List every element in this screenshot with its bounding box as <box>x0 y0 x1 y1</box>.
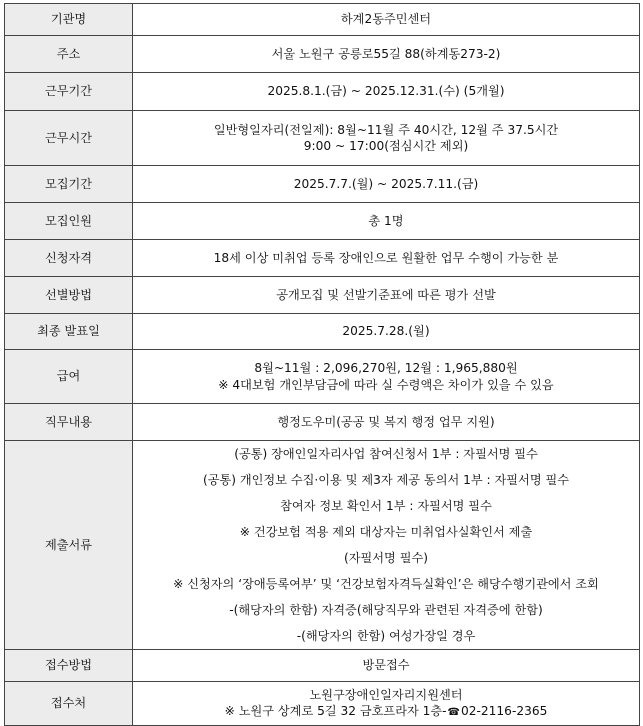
row-address <box>5 36 640 73</box>
row-work-hours <box>5 111 640 166</box>
value-work-hours <box>133 111 640 166</box>
row-work-period <box>5 73 640 111</box>
row-application-method <box>5 650 640 682</box>
document-line: (공통) 개인정보 수집·이용 및 제3자 제공 동의서 1부 : 자필서명 필수 <box>202 473 570 487</box>
value-work-period <box>133 73 640 111</box>
label-work-period: 근무기간 <box>5 73 133 111</box>
value-line: 8월~11월 : 2,096,270원, 12월 : 1,965,880원 <box>254 361 518 376</box>
value-line: 2025.7.28.(월) <box>342 324 430 339</box>
reception-address: ※ 노원구 상계로 5길 32 금호프라자 1층- <box>224 704 447 719</box>
label-recruit-period: 모집기간 <box>5 166 133 203</box>
document-line: -(해당자의 한함) 자격증(해당직무와 관련된 자격증에 한함) <box>229 603 543 617</box>
document-line: -(해당자의 한함) 여성가장일 경우 <box>296 629 476 643</box>
label-application-method: 접수방법 <box>5 650 133 682</box>
job-posting-table <box>4 3 640 726</box>
label-eligibility: 신청자격 <box>5 240 133 277</box>
label-job-description: 직무내용 <box>5 404 133 441</box>
label-reception: 접수처 <box>5 682 133 726</box>
row-documents <box>5 441 640 650</box>
row-announcement-date <box>5 314 640 350</box>
value-job-description <box>133 404 640 441</box>
value-recruit-count <box>133 203 640 240</box>
document-line: (자필서명 필수) <box>343 551 429 565</box>
info-table-container <box>4 3 640 726</box>
reception-address-line <box>135 703 637 720</box>
row-reception <box>5 682 640 726</box>
value-line: 일반형일자리(전일제): 8월~11월 주 40시간, 12월 주 37.5시간 <box>213 122 559 137</box>
value-reception <box>133 682 640 726</box>
row-organization <box>5 4 640 36</box>
value-announcement-date <box>133 314 640 350</box>
value-line: 총 1명 <box>368 213 404 228</box>
value-line: 공개모집 및 선발기준표에 따른 평가 선발 <box>276 287 496 302</box>
value-line: ※ 4대보험 개인부담금에 따라 실 수령액은 차이가 있을 수 있음 <box>218 377 554 392</box>
value-line: 행정도우미(공공 및 복지 행정 업무 지원) <box>277 414 495 429</box>
value-line: 방문접수 <box>362 658 410 673</box>
label-selection-method: 선별방법 <box>5 277 133 314</box>
row-job-description <box>5 404 640 441</box>
value-line: 하계2동주민센터 <box>340 12 432 27</box>
value-address <box>133 36 640 73</box>
value-line: 18세 이상 미취업 등록 장애인으로 원활한 업무 수행이 가능한 분 <box>213 250 559 265</box>
document-line: (공통) 장애인일자리사업 참여신청서 1부 : 자필서명 필수 <box>234 447 538 461</box>
label-address: 주소 <box>5 36 133 73</box>
value-salary <box>133 350 640 404</box>
label-salary: 급여 <box>5 350 133 404</box>
row-eligibility <box>5 240 640 277</box>
document-line: ※ 건강보험 적용 제외 대상자는 미취업사실확인서 제출 <box>239 525 533 539</box>
row-recruit-period <box>5 166 640 203</box>
value-selection-method <box>133 277 640 314</box>
label-announcement-date: 최종 발표일 <box>5 314 133 350</box>
phone-icon: ☎ <box>447 707 461 719</box>
value-line: 2025.8.1.(금) ~ 2025.12.31.(수) (5개월) <box>267 84 505 99</box>
row-salary <box>5 350 640 404</box>
document-line: ※ 신청자의 ‘장애등록여부’ 및 ‘건강보험자격득실확인’은 해당수행기관에서 조회 <box>173 577 599 591</box>
value-organization <box>133 4 640 36</box>
value-application-method <box>133 650 640 682</box>
reception-phone: 02-2116-2365 <box>461 704 548 719</box>
document-line: 참여자 정보 확인서 1부 : 자필서명 필수 <box>280 499 492 513</box>
row-selection-method <box>5 277 640 314</box>
label-documents: 제출서류 <box>5 441 133 650</box>
value-line: 9:00 ~ 17:00(점심시간 제외) <box>303 139 469 153</box>
label-work-hours: 근무시간 <box>5 111 133 166</box>
row-recruit-count <box>5 203 640 240</box>
value-eligibility <box>133 240 640 277</box>
reception-center-name: 노원구장애인일자리지원센터 <box>309 688 463 703</box>
value-recruit-period <box>133 166 640 203</box>
label-organization: 기관명 <box>5 4 133 36</box>
value-documents <box>133 441 640 650</box>
value-line: 서울 노원구 공릉로55길 88(하계동273-2) <box>271 46 501 61</box>
label-recruit-count: 모집인원 <box>5 203 133 240</box>
value-line: 2025.7.7.(월) ~ 2025.7.11.(금) <box>293 176 479 191</box>
